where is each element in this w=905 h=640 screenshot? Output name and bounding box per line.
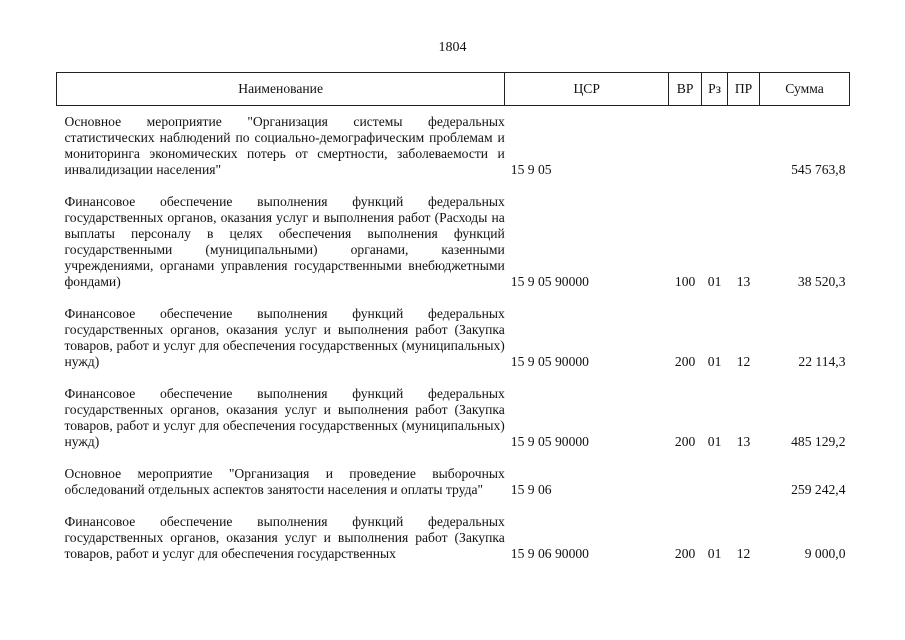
row-name: Основное мероприятие "Организация системы федеральных статистических наблюдений по социально-демографическим проблемам и мониторинга экономических потерь от смертности, заболеваемости и инвалидизации населения" [64,114,505,177]
table-row [57,382,850,462]
table-row [57,190,850,302]
row-sum: 485 129,2 [791,434,846,449]
row-vr: 100 [674,274,696,289]
page-number: 1804 [438,40,467,55]
row-csr: 15 9 05 90000 [510,354,589,369]
row-name: Основное мероприятие "Организация и проведение выборочных обследований отдельных аспектов занятости населения и оплаты труда" [64,466,505,497]
row-sum: 38 520,3 [797,274,846,289]
row-csr: 15 9 05 [510,162,552,177]
row-vr: 200 [674,546,696,561]
table-header-row [57,73,850,106]
row-pr: 12 [736,354,751,369]
budget-table [56,72,850,562]
header-csr: ЦСР [505,73,669,106]
row-rz: 01 [707,434,722,449]
row-sum: 545 763,8 [791,162,846,177]
row-csr: 15 9 06 90000 [510,546,589,561]
row-sum: 9 000,0 [804,546,846,561]
row-rz: 01 [707,354,722,369]
row-csr: 15 9 05 90000 [510,434,589,449]
row-name: Финансовое обеспечение выполнения функций федеральных государственных органов, оказания услуг и выполнения работ (Закупка товаров, работ и услуг для обеспечения государственных (муниципальных) нужд) [64,306,505,369]
row-pr: 12 [736,546,751,561]
table-row [57,302,850,382]
header-pr: ПР [728,73,760,106]
row-pr [728,462,760,510]
row-vr: 200 [674,354,696,369]
row-pr: 13 [736,274,751,289]
row-rz [702,462,728,510]
row-name: Финансовое обеспечение выполнения функций федеральных государственных органов, оказания услуг и выполнения работ (Закупка товаров, работ и услуг для обеспечения государственных (муниципальных) нужд) [64,386,505,449]
row-csr: 15 9 05 90000 [510,274,589,289]
row-sum: 22 114,3 [798,354,846,369]
row-name: Финансовое обеспечение выполнения функций федеральных государственных органов, оказания услуг и выполнения работ (Расходы на выплаты персоналу в целях обеспечения выполнения функций государственными (муниципальными) органами, казенными учреждениями, органами управления государственными внебюджетными фондами) [64,194,505,289]
row-pr [728,106,760,191]
row-rz: 01 [707,546,722,561]
row-name: Финансовое обеспечение выполнения функций федеральных государственных органов, оказания услуг и выполнения работ (Закупка товаров, работ и услуг для обеспечения государственных [64,514,505,561]
table-row [57,510,850,562]
row-rz: 01 [707,274,722,289]
header-rz: Рз [702,73,728,106]
row-vr [669,106,702,191]
row-pr: 13 [736,434,751,449]
row-vr: 200 [674,434,696,449]
header-sum: Сумма [760,73,850,106]
row-sum: 259 242,4 [791,482,846,497]
header-name: Наименование [57,73,505,106]
row-csr: 15 9 06 [510,482,552,497]
row-vr [669,462,702,510]
header-vr: ВР [669,73,702,106]
row-rz [702,106,728,191]
table-row [57,462,850,510]
table-row [57,106,850,191]
